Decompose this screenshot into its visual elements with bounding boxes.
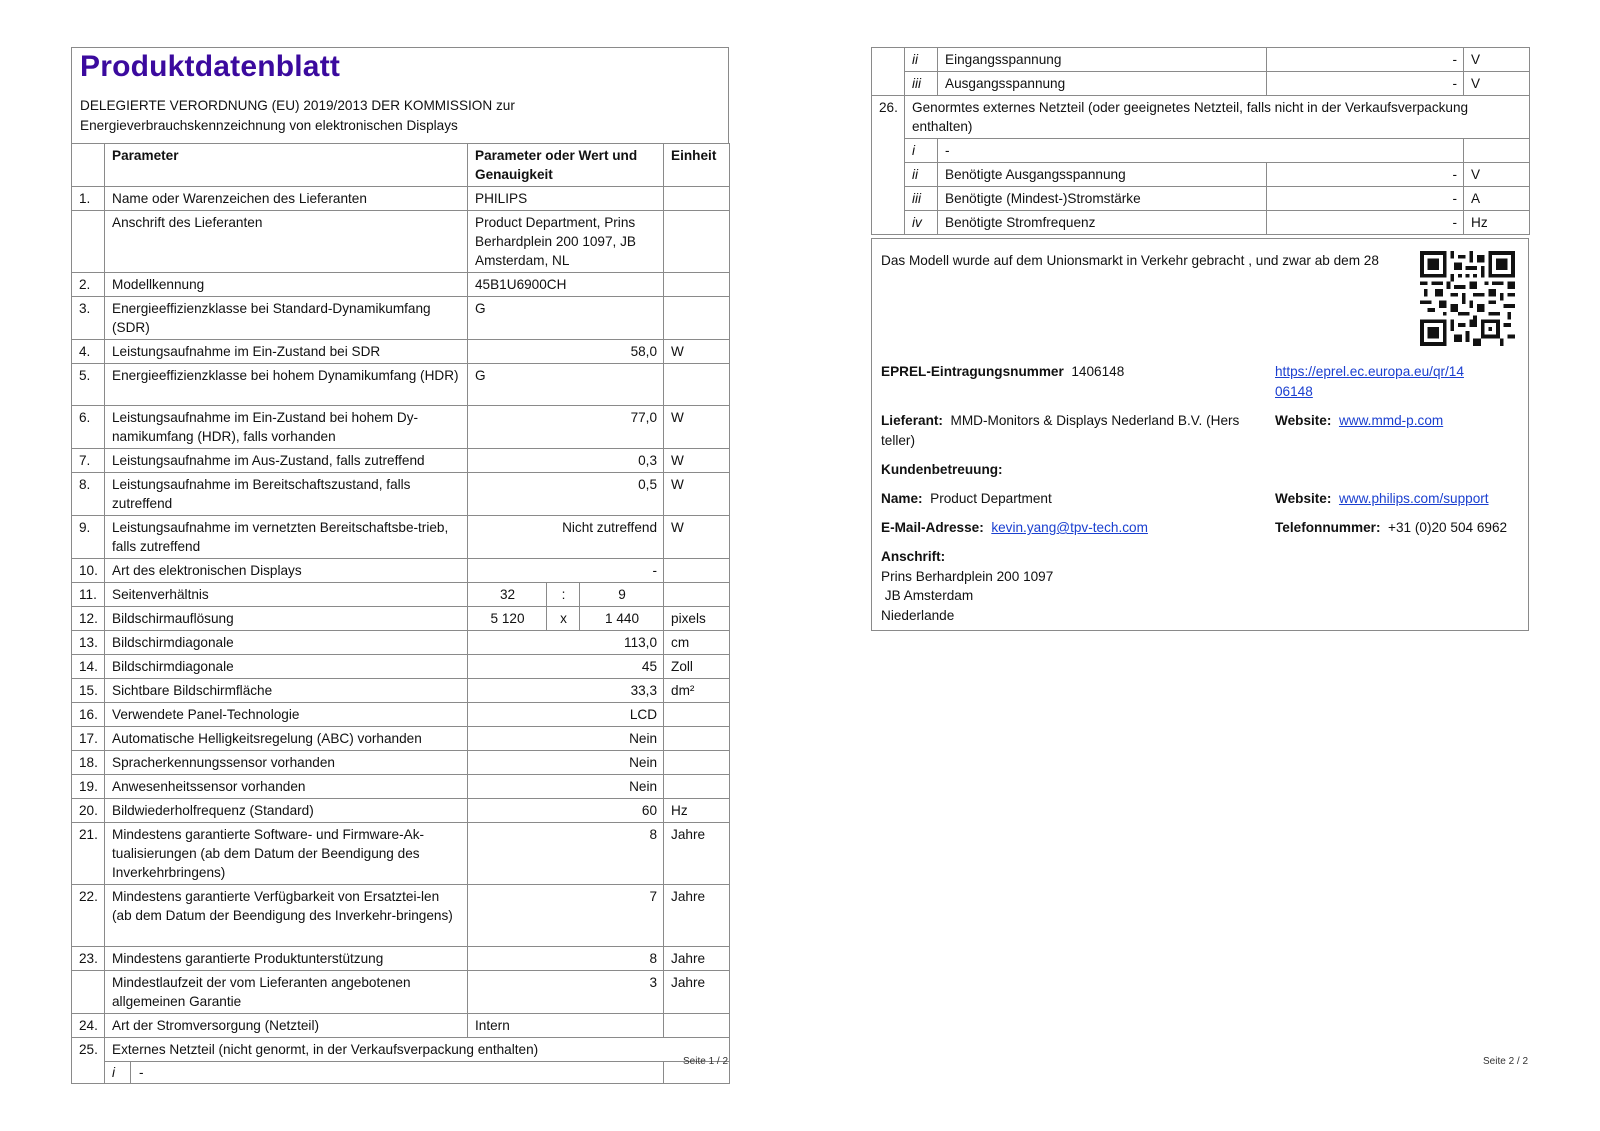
row-parameter: Name oder Warenzeichen des Lieferanten (105, 187, 468, 211)
row-number: 4. (72, 340, 105, 364)
table-row (72, 297, 730, 340)
row25-num-cont (872, 48, 905, 96)
table-row (872, 211, 1530, 235)
table-row (72, 1062, 730, 1084)
row-number: 2. (72, 273, 105, 297)
row-value: Nein (468, 775, 664, 799)
table-row (872, 72, 1530, 96)
regulation-subtitle (80, 96, 515, 135)
page2-footer: Seite 2 / 2 (1483, 1056, 1529, 1067)
row-parameter: Spracherkennungssensor vorhanden (105, 751, 468, 775)
sub-unit: V (1464, 72, 1530, 96)
contact-name (881, 489, 1052, 509)
sub-value: - (1267, 187, 1464, 211)
row-value: 8 (468, 947, 664, 971)
sub-label: Benötigte Ausgangsspannung (938, 163, 1267, 187)
row-value: 33,3 (468, 679, 664, 703)
row-number: 21. (72, 823, 105, 885)
table-row (872, 48, 1530, 72)
row-parameter: Seitenverhältnis (105, 583, 468, 607)
row-unit: W (664, 340, 730, 364)
row-number: 5. (72, 364, 105, 406)
table-row (872, 187, 1530, 211)
row-number (72, 971, 105, 1014)
supplier-info-box (871, 238, 1529, 631)
row-number: 1. (72, 187, 105, 211)
row-value: Intern (468, 1014, 664, 1038)
row-unit (664, 751, 730, 775)
row-value: Nein (468, 727, 664, 751)
page1-footer: Seite 1 / 2 (683, 1056, 729, 1067)
table-row (72, 449, 730, 473)
row-unit: Jahre (664, 947, 730, 971)
row-number: 24. (72, 1014, 105, 1038)
table-row (72, 799, 730, 823)
supplier-value: MMD-Monitors & Displays Nederland B.V. (Hers (950, 413, 1240, 428)
supplier-website-link[interactable]: www.mmd-p.com (1338, 413, 1444, 428)
phone-value: +31 (0)20 504 6962 (1388, 520, 1508, 535)
sub-label: Eingangsspannung (938, 48, 1267, 72)
eprel-value: 1406148 (1071, 364, 1125, 379)
row-unit: Hz (664, 799, 730, 823)
table-row (72, 406, 730, 449)
sub-index: i (105, 1062, 131, 1083)
row-unit (664, 1014, 730, 1038)
row-number: 3. (72, 297, 105, 340)
sub-index: i (905, 139, 938, 163)
row-number: 15. (72, 679, 105, 703)
row-value: Product Department, Prins Berhardplein 200 1097, JB Amsterdam, NL (468, 211, 664, 273)
sub-unit: V (1464, 163, 1530, 187)
sub-label: Benötigte (Mindest-)Stromstärke (938, 187, 1267, 211)
header-num (72, 144, 105, 187)
email-link[interactable]: kevin.yang@tpv-tech.com (991, 520, 1148, 535)
sub-index: iii (905, 72, 938, 96)
table-row (872, 163, 1530, 187)
phone-label: Telefonnummer: (1275, 520, 1381, 535)
row-unit: pixels (664, 607, 730, 631)
table-row (72, 340, 730, 364)
name-value: Product Department (930, 491, 1052, 506)
subtitle-line-2: Energieverbrauchskennzeichnung von elektronischen Displays (80, 117, 458, 133)
table-row (72, 273, 730, 297)
sub-index: ii (905, 48, 938, 72)
support-website-link[interactable]: www.philips.com/support (1338, 491, 1489, 506)
row-value: 0,5 (468, 473, 664, 516)
row-value: G (468, 364, 664, 406)
sub-row-i (105, 1062, 664, 1084)
table-row (72, 607, 730, 631)
table-row (72, 516, 730, 559)
sub-value: - (938, 139, 1464, 163)
table-row (72, 655, 730, 679)
table-row (72, 751, 730, 775)
table-row (72, 823, 730, 885)
row-parameter: Bildwiederholfrequenz (Standard) (105, 799, 468, 823)
support-website-label: Website: (1275, 491, 1332, 506)
row-number: 11. (72, 583, 105, 607)
eprel-link-line1[interactable]: https://eprel.ec.europa.eu/qr/14 (1275, 364, 1464, 379)
row-value: Nein (468, 751, 664, 775)
sub-unit: Hz (1464, 211, 1530, 235)
row-parameter: Mindestlaufzeit der vom Lieferanten angebotenen allgemeinen Garantie (105, 971, 468, 1014)
row-unit (664, 727, 730, 751)
row-unit: dm² (664, 679, 730, 703)
table-row (72, 679, 730, 703)
row-value-separator: : (547, 583, 580, 607)
row-number: 25. (72, 1038, 105, 1084)
supplier-value-cont: teller) (881, 432, 915, 448)
table-row (872, 139, 1530, 163)
row-number: 6. (72, 406, 105, 449)
table-row (72, 364, 730, 406)
row-parameter: Mindestens garantierte Produktunterstützung (105, 947, 468, 971)
table-row (72, 1038, 730, 1062)
subtitle-line-1: DELEGIERTE VERORDNUNG (EU) 2019/2013 DER KOMMISSION zur (80, 98, 515, 113)
email-label: E-Mail-Adresse: (881, 520, 984, 535)
row-parameter: Anwesenheitssensor vorhanden (105, 775, 468, 799)
eprel-link-line2[interactable]: 06148 (1275, 383, 1313, 399)
table-row (72, 1014, 730, 1038)
table-row (72, 775, 730, 799)
table-row (72, 631, 730, 655)
sub-index: ii (905, 163, 938, 187)
row-number: 23. (72, 947, 105, 971)
row-parameter: Art des elektronischen Displays (105, 559, 468, 583)
row-unit: W (664, 516, 730, 559)
table-row (72, 559, 730, 583)
row-unit: Jahre (664, 823, 730, 885)
row-value: 60 (468, 799, 664, 823)
qr-code-icon[interactable] (1420, 251, 1515, 346)
row26-label: Genormtes externes Netzteil (oder geeignetes Netzteil, falls nicht in der Verkaufsverpackung enthalten) (905, 96, 1530, 139)
row-value: Nicht zutreffend (468, 516, 664, 559)
product-data-table (71, 143, 730, 1084)
row-value-b: 1 440 (580, 607, 664, 631)
table-row (72, 583, 730, 607)
row-parameter: Bildschirmdiagonale (105, 631, 468, 655)
table-row (72, 211, 730, 273)
row-number: 22. (72, 885, 105, 947)
row-number: 9. (72, 516, 105, 559)
row-value: 77,0 (468, 406, 664, 449)
row-parameter: Leistungsaufnahme im vernetzten Bereitschaftsbe-trieb, falls zutreffend (105, 516, 468, 559)
header-value: Parameter oder Wert und Genauigkeit (468, 144, 664, 187)
table-row (72, 727, 730, 751)
address-line-2: JB Amsterdam (881, 588, 974, 604)
row-unit (664, 364, 730, 406)
row-parameter: Art der Stromversorgung (Netzteil) (105, 1014, 468, 1038)
supplier-label: Lieferant: (881, 413, 943, 428)
sub-value: - (1267, 48, 1464, 72)
row-number: 20. (72, 799, 105, 823)
power-supply-table (871, 47, 1530, 235)
row-number: 18. (72, 751, 105, 775)
table-row (72, 703, 730, 727)
row-number: 10. (72, 559, 105, 583)
row-number: 19. (72, 775, 105, 799)
row-parameter: Mindestens garantierte Software- und Firmware-Ak-tualisierungen (ab dem Datum der Beendigung des Inverkehrbringens) (105, 823, 468, 885)
sub-unit: A (1464, 187, 1530, 211)
row-number: 7. (72, 449, 105, 473)
row-value: - (468, 559, 664, 583)
row-value-a: 5 120 (468, 607, 547, 631)
market-date-text: Das Modell wurde auf dem Unionsmarkt in Verkehr gebracht , und zwar ab dem 28 (881, 253, 1379, 268)
row-value: 45B1U6900CH (468, 273, 664, 297)
row-value-separator: x (547, 607, 580, 631)
contact-email (881, 518, 1148, 538)
row-parameter: Energieeffizienzklasse bei Standard-Dynamikumfang (SDR) (105, 297, 468, 340)
row-unit (664, 297, 730, 340)
row-unit (664, 703, 730, 727)
row-value: 8 (468, 823, 664, 885)
row-parameter: Mindestens garantierte Verfügbarkeit von Ersatztei-len (ab dem Datum der Beendigung des Inverkehr-bringens) (105, 885, 468, 947)
row-parameter: Modellkennung (105, 273, 468, 297)
address-line-1: Prins Berhardplein 200 1097 (881, 568, 1054, 584)
row-unit (664, 559, 730, 583)
table-header-row (72, 144, 730, 187)
sub-index: iv (905, 211, 938, 235)
table-row (72, 473, 730, 516)
table-row (72, 947, 730, 971)
row-number: 13. (72, 631, 105, 655)
row-unit (664, 583, 730, 607)
eprel-label: EPREL-Eintragungsnummer (881, 364, 1064, 379)
website-label: Website: (1275, 413, 1332, 428)
table-row (72, 885, 730, 947)
header-parameter: Parameter (105, 144, 468, 187)
row-value: PHILIPS (468, 187, 664, 211)
row-unit: cm (664, 631, 730, 655)
row-number: 8. (72, 473, 105, 516)
row-parameter: Bildschirmdiagonale (105, 655, 468, 679)
row-number: 14. (72, 655, 105, 679)
row25-label: Externes Netzteil (nicht genormt, in der Verkaufsverpackung enthalten) (105, 1038, 730, 1062)
row-unit: Jahre (664, 885, 730, 947)
row-unit (664, 273, 730, 297)
row-value-b: 9 (580, 583, 664, 607)
sub-label: Benötigte Stromfrequenz (938, 211, 1267, 235)
row-parameter: Leistungsaufnahme im Ein-Zustand bei SDR (105, 340, 468, 364)
row-parameter: Automatische Helligkeitsregelung (ABC) vorhanden (105, 727, 468, 751)
row-value-a: 32 (468, 583, 547, 607)
row-parameter: Verwendete Panel-Technologie (105, 703, 468, 727)
sub-value: - (1267, 211, 1464, 235)
row-number (72, 211, 105, 273)
row-unit: Jahre (664, 971, 730, 1014)
row-unit: W (664, 449, 730, 473)
row-number: 12. (72, 607, 105, 631)
table-row (72, 971, 730, 1014)
address-line-3: Niederlande (881, 607, 955, 623)
row-number: 17. (72, 727, 105, 751)
row-value: 113,0 (468, 631, 664, 655)
name-label: Name: (881, 491, 923, 506)
row-parameter: Bildschirmauflösung (105, 607, 468, 631)
row-number: 26. (872, 96, 905, 235)
sub-value: - (139, 1065, 144, 1080)
header-unit: Einheit (664, 144, 730, 187)
row-parameter: Leistungsaufnahme im Bereitschaftszustand, falls zutreffend (105, 473, 468, 516)
row-parameter: Leistungsaufnahme im Aus-Zustand, falls zutreffend (105, 449, 468, 473)
row-unit: W (664, 406, 730, 449)
table-row (872, 96, 1530, 139)
row-value: 58,0 (468, 340, 664, 364)
row-unit (664, 211, 730, 273)
row-value: 3 (468, 971, 664, 1014)
eprel-number (881, 362, 1124, 382)
row-unit (664, 775, 730, 799)
row-parameter: Leistungsaufnahme im Ein-Zustand bei hohem Dy-namikumfang (HDR), falls vorhanden (105, 406, 468, 449)
sub-value: - (1267, 72, 1464, 96)
sub-unit (1464, 139, 1530, 163)
row-parameter: Energieeffizienzklasse bei hohem Dynamikumfang (HDR) (105, 364, 468, 406)
row-unit: W (664, 473, 730, 516)
row-value: 7 (468, 885, 664, 947)
sub-index: iii (905, 187, 938, 211)
sub-label: Ausgangsspannung (938, 72, 1267, 96)
row-number: 16. (72, 703, 105, 727)
eprel-link[interactable] (1275, 362, 1464, 401)
row-value: G (468, 297, 664, 340)
row-value: 0,3 (468, 449, 664, 473)
contact-address (881, 547, 1053, 625)
customer-support-heading: Kundenbetreuung: (881, 462, 1003, 477)
row-value: LCD (468, 703, 664, 727)
sub-unit: V (1464, 48, 1530, 72)
supplier-website (1275, 411, 1443, 431)
page-title: Produktdatenblatt (80, 50, 341, 83)
sub-value: - (1267, 163, 1464, 187)
address-label: Anschrift: (881, 549, 946, 564)
row-unit (664, 187, 730, 211)
row-parameter: Sichtbare Bildschirmfläche (105, 679, 468, 703)
contact-phone (1275, 518, 1507, 538)
row-unit: Zoll (664, 655, 730, 679)
support-website (1275, 489, 1489, 509)
table-row (72, 187, 730, 211)
row-parameter: Anschrift des Lieferanten (105, 211, 468, 273)
supplier (881, 411, 1239, 450)
row-value: 45 (468, 655, 664, 679)
